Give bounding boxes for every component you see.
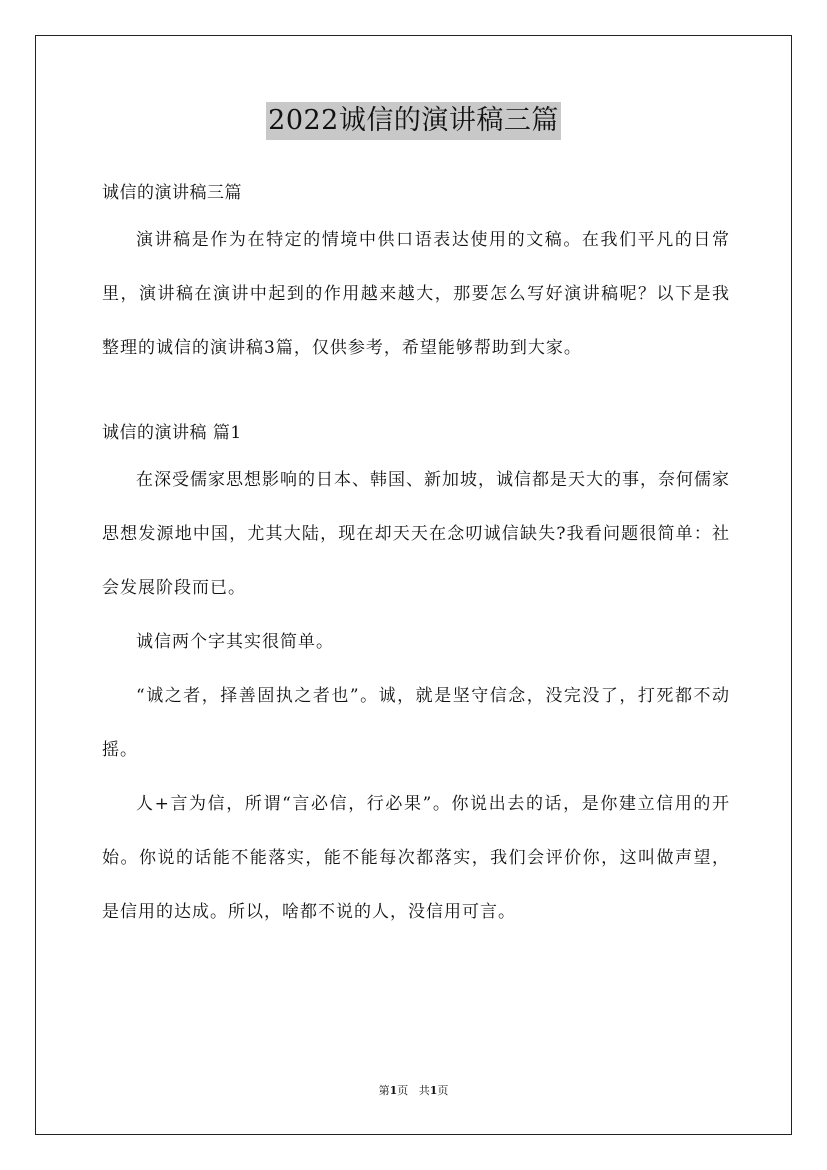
body-paragraph: 在深受儒家思想影响的日本、韩国、新加坡，诚信都是天大的事，奈何儒家思想发源地中国，尤其大陆，现在却天天在念叨诚信缺失?我看问题很简单：社会发展阶段而已。 xyxy=(102,470,730,598)
page-label-suffix: 页 xyxy=(397,1084,409,1097)
body-paragraph: “诚之者，择善固执之者也”。诚，就是坚守信念，没完没了，打死都不动摇。 xyxy=(102,686,730,760)
title-container xyxy=(0,102,827,140)
total-label-prefix: 共 xyxy=(418,1084,430,1097)
body-paragraph: 人+言为信，所谓“言必信，行必果”。你说出去的话，是你建立信用的开始。你说的话能不能落实，能不能每次都落实，我们会评价你，这叫做声望，是信用的达成。所以，啥都不说的人，没信用可言。 xyxy=(102,794,730,922)
page-label-prefix: 第 xyxy=(378,1084,390,1097)
total-label-suffix: 页 xyxy=(437,1084,449,1097)
page-number: 1 xyxy=(389,1084,398,1097)
body-paragraph: 诚信两个字其实很简单。 xyxy=(136,632,334,652)
document-subtitle: 诚信的演讲稿三篇 xyxy=(102,183,242,203)
document-body xyxy=(102,177,730,939)
section-heading: 诚信的演讲稿 篇1 xyxy=(102,423,242,443)
total-pages: 1 xyxy=(429,1084,438,1097)
page-footer xyxy=(0,1083,827,1099)
document-title: 2022诚信的演讲稿三篇 xyxy=(266,102,561,140)
intro-paragraph: 演讲稿是作为在特定的情境中供口语表达使用的文稿。在我们平凡的日常里，演讲稿在演讲中起到的作用越来越大，那要怎么写好演讲稿呢？以下是我整理的诚信的演讲稿3篇，仅供参考，希望能够帮助到大家。 xyxy=(102,230,730,358)
